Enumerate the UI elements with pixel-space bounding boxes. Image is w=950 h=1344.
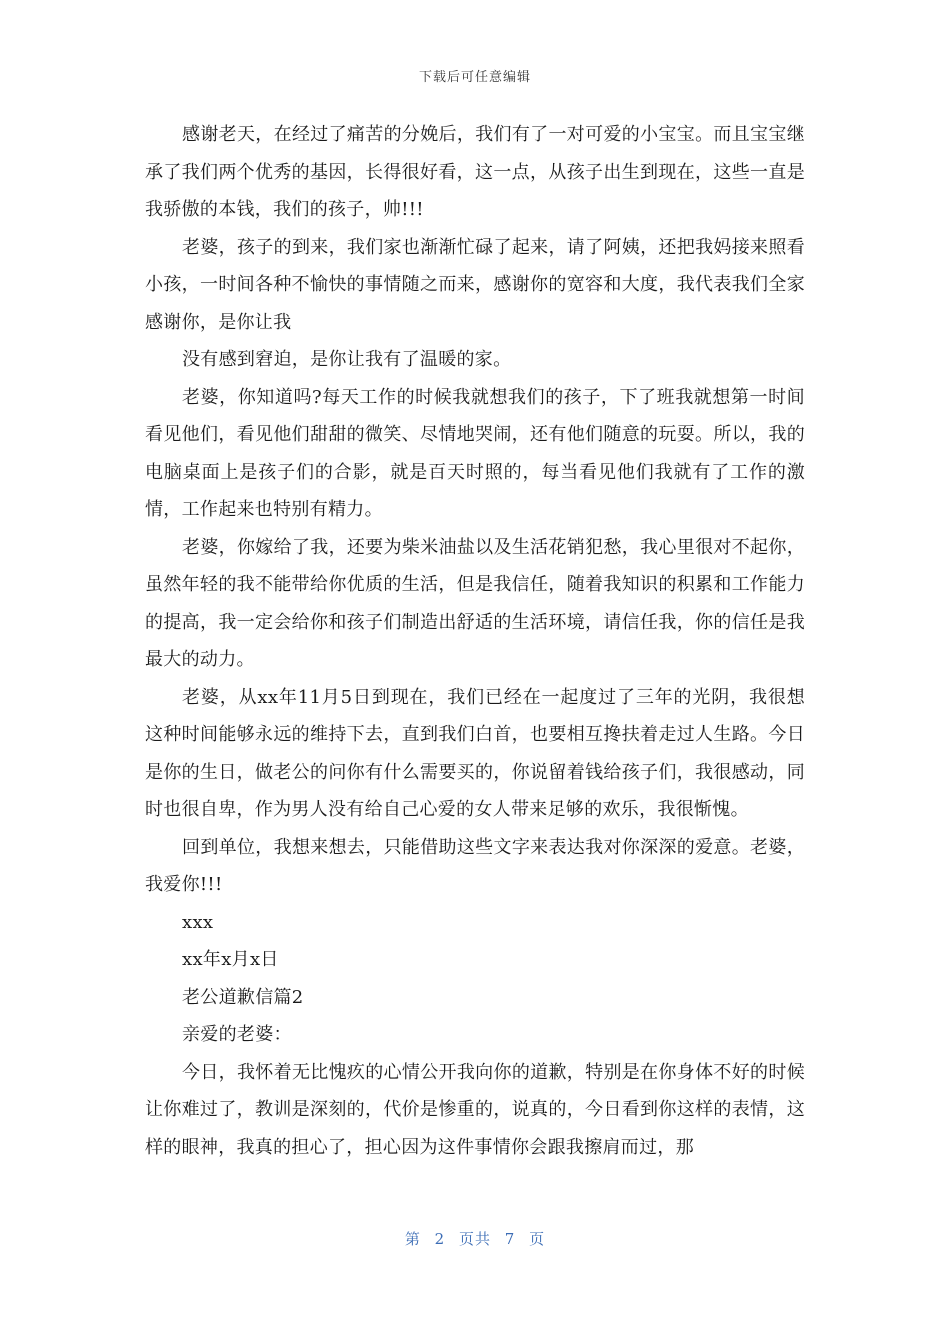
paragraph: 老婆，你知道吗?每天工作的时候我就想我们的孩子，下了班我就想第一时间看见他们，看见他们甜甜的微笑、尽情地哭闹，还有他们随意的玩耍。所以，我的电脑桌面上是孩子们的合影，就是百天时照的，每当看见他们我就有了工作的激情，工作起来也特别有精力。: [145, 386, 805, 520]
salutation: 亲爱的老婆：: [182, 1024, 292, 1045]
footer-current-page: 2: [434, 1230, 446, 1248]
footer-total-pages: 7: [504, 1230, 516, 1248]
paragraph: 感谢老天，在经过了痛苦的分娩后，我们有了一对可爱的小宝宝。而且宝宝继承了我们两个优秀的基因，长得很好看，这一点，从孩子出生到现在，这些一直是我骄傲的本钱，我们的孩子，帅!!!: [145, 124, 805, 220]
paragraph: 老婆，从xx年11月5日到现在，我们已经在一起度过了三年的光阴，我很想这种时间能够永远的维持下去，直到我们白首，也要相互搀扶着走过人生路。今日是你的生日，做老公的问你有什么需要买的，你说留着钱给孩子们，我很感动，同时也很自卑，作为男人没有给自己心爱的女人带来足够的欢乐，我很惭愧。: [145, 686, 805, 820]
signature-date: xx年x月x日: [182, 949, 279, 970]
page-header: 下载后可任意编辑: [418, 70, 531, 85]
paragraph: 回到单位，我想来想去，只能借助这些文字来表达我对你深深的爱意。老婆，我爱你!!!: [145, 836, 805, 895]
footer-prefix: 第: [404, 1230, 421, 1248]
section-title: 老公道歉信篇2: [182, 986, 304, 1008]
footer-middle: 页共: [458, 1230, 491, 1248]
document-body: [145, 116, 805, 1166]
signature-name: xxx: [182, 911, 214, 933]
paragraph: 老婆，孩子的到来，我们家也渐渐忙碌了起来，请了阿姨，还把我妈接来照看小孩，一时间各种不愉快的事情随之而来，感谢你的宽容和大度，我代表我们全家感谢你，是你让我: [145, 236, 805, 333]
paragraph: 没有感到窘迫，是你让我有了温暖的家。: [182, 349, 512, 370]
footer-suffix: 页: [529, 1230, 546, 1248]
paragraph: 老婆，你嫁给了我，还要为柴米油盐以及生活花销犯愁，我心里很对不起你，虽然年轻的我不能带给你优质的生活，但是我信任，随着我知识的积累和工作能力的提高，我一定会给你和孩子们制造出舒适的生活环境，请信任我，你的信任是我最大的动力。: [145, 536, 805, 670]
paragraph: 今日，我怀着无比愧疚的心情公开我向你的道歉，特别是在你身体不好的时候让你难过了，教训是深刻的，代价是惨重的，说真的，今日看到你这样的表情，这样的眼神，我真的担心了，担心因为这件事情你会跟我擦肩而过，那: [145, 1061, 805, 1158]
page-number-footer: [0, 1228, 950, 1249]
